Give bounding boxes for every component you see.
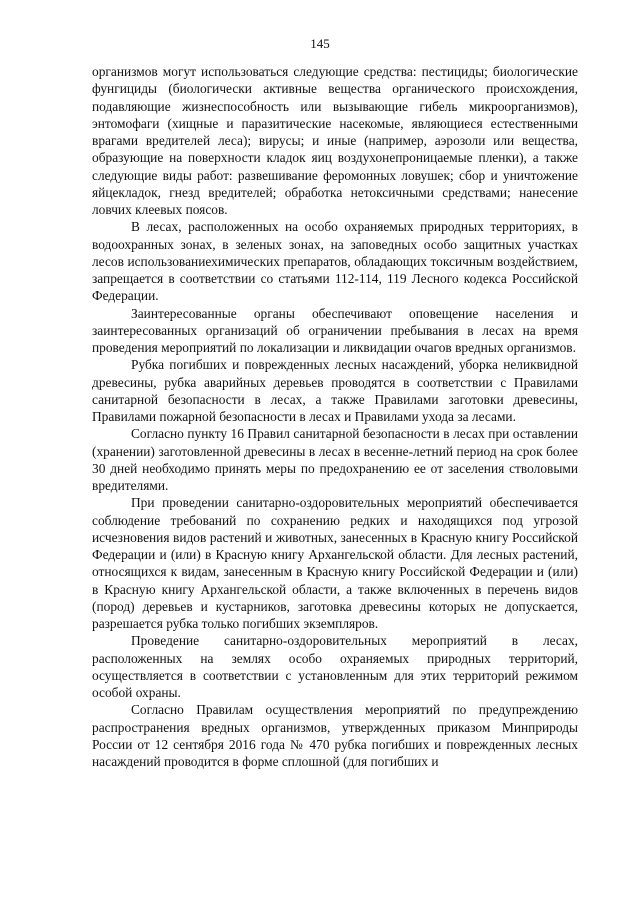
page-number: 145 <box>310 36 330 51</box>
paragraph-continuation: организмов могут использоваться следующие средства: пестициды; биологические фунгициды (биологически активные вещества органического происхождения, подавляющие жизнеспособность или вызывающие гибель микроорганизмов), энтомофаги (хищные и паразитические насекомые, являющиеся естественными врагами вредителей леса); вирусы; и иные (например, аэрозоли или вещества, образующие на поверхности кладок яиц воздухонепроницаемые пленки), а также следующие виды работ: развешивание феромонных ловушек; сбор и уничтожение яйцекладок, гнезд вредителей; обработка нетоксичными средствами; нанесение ловчих клеевых поясов. <box>92 64 578 217</box>
paragraph-timber-storage: Согласно пункту 16 Правил санитарной безопасности в лесах при оставлении (хранении) заготовленной древесины в лесах в весенне-летний период на срок более 30 дней необходимо принять меры по предохранению ее от заселения стволовыми вредителями. <box>92 426 578 493</box>
paragraph-public-notification: Заинтересованные органы обеспечивают оповещение населения и заинтересованных организаций об ограничении пребывания в лесах на время проведения мероприятий по локализации и ликвидации очагов вредных организмов. <box>92 305 578 355</box>
paragraph-protected-areas-regime: Проведение санитарно-оздоровительных мероприятий в лесах, расположенных на землях особо охраняемых природных территорий, осуществляется в соответствии с установленным для этих территорий режимом особой охраны. <box>92 633 578 700</box>
paragraph-red-book-species: При проведении санитарно-оздоровительных мероприятий обеспечивается соблюдение требований по сохранению редких и находящихся под угрозой исчезновения видов растений и животных, занесенных в Красную книгу Российской Федерации и (или) в Красную книгу Архангельской области. Для лесных растений, относящихся к видам, занесенным в Красную книгу Российской Федерации и (или) в Красную книгу Архангельской области, а также включенных в перечень видов (пород) деревьев и кустарников, заготовка древесины которых не допускается, разрешается рубка только погибших экземпляров. <box>92 495 578 631</box>
paragraph-protected-territories: В лесах, расположенных на особо охраняемых природных территориях, в водоохранных зонах, в зеленых зонах, на заповедных особо защитных участках лесов использованиехимических препаратов, обладающих токсичным воздействием, запрещается в соответствии со статьями 112-114, 119 Лесного кодекса Российской Федерации. <box>92 219 578 304</box>
document-body <box>92 63 578 770</box>
paragraph-felling-rules: Рубка погибших и поврежденных лесных насаждений, уборка неликвидной древесины, рубка аварийных деревьев проводятся в соответствии с Правилами санитарной безопасности в лесах, а также Правилами заготовки древесины, Правилами пожарной безопасности в лесах и Правилами ухода за лесами. <box>92 357 578 424</box>
paragraph-ministry-rules: Согласно Правилам осуществления мероприятий по предупреждению распространения вредных организмов, утвержденных приказом Минприроды России от 12 сентября 2016 года № 470 рубка погибших и поврежденных лесных насаждений проводится в форме сплошной (для погибших и <box>92 702 578 769</box>
